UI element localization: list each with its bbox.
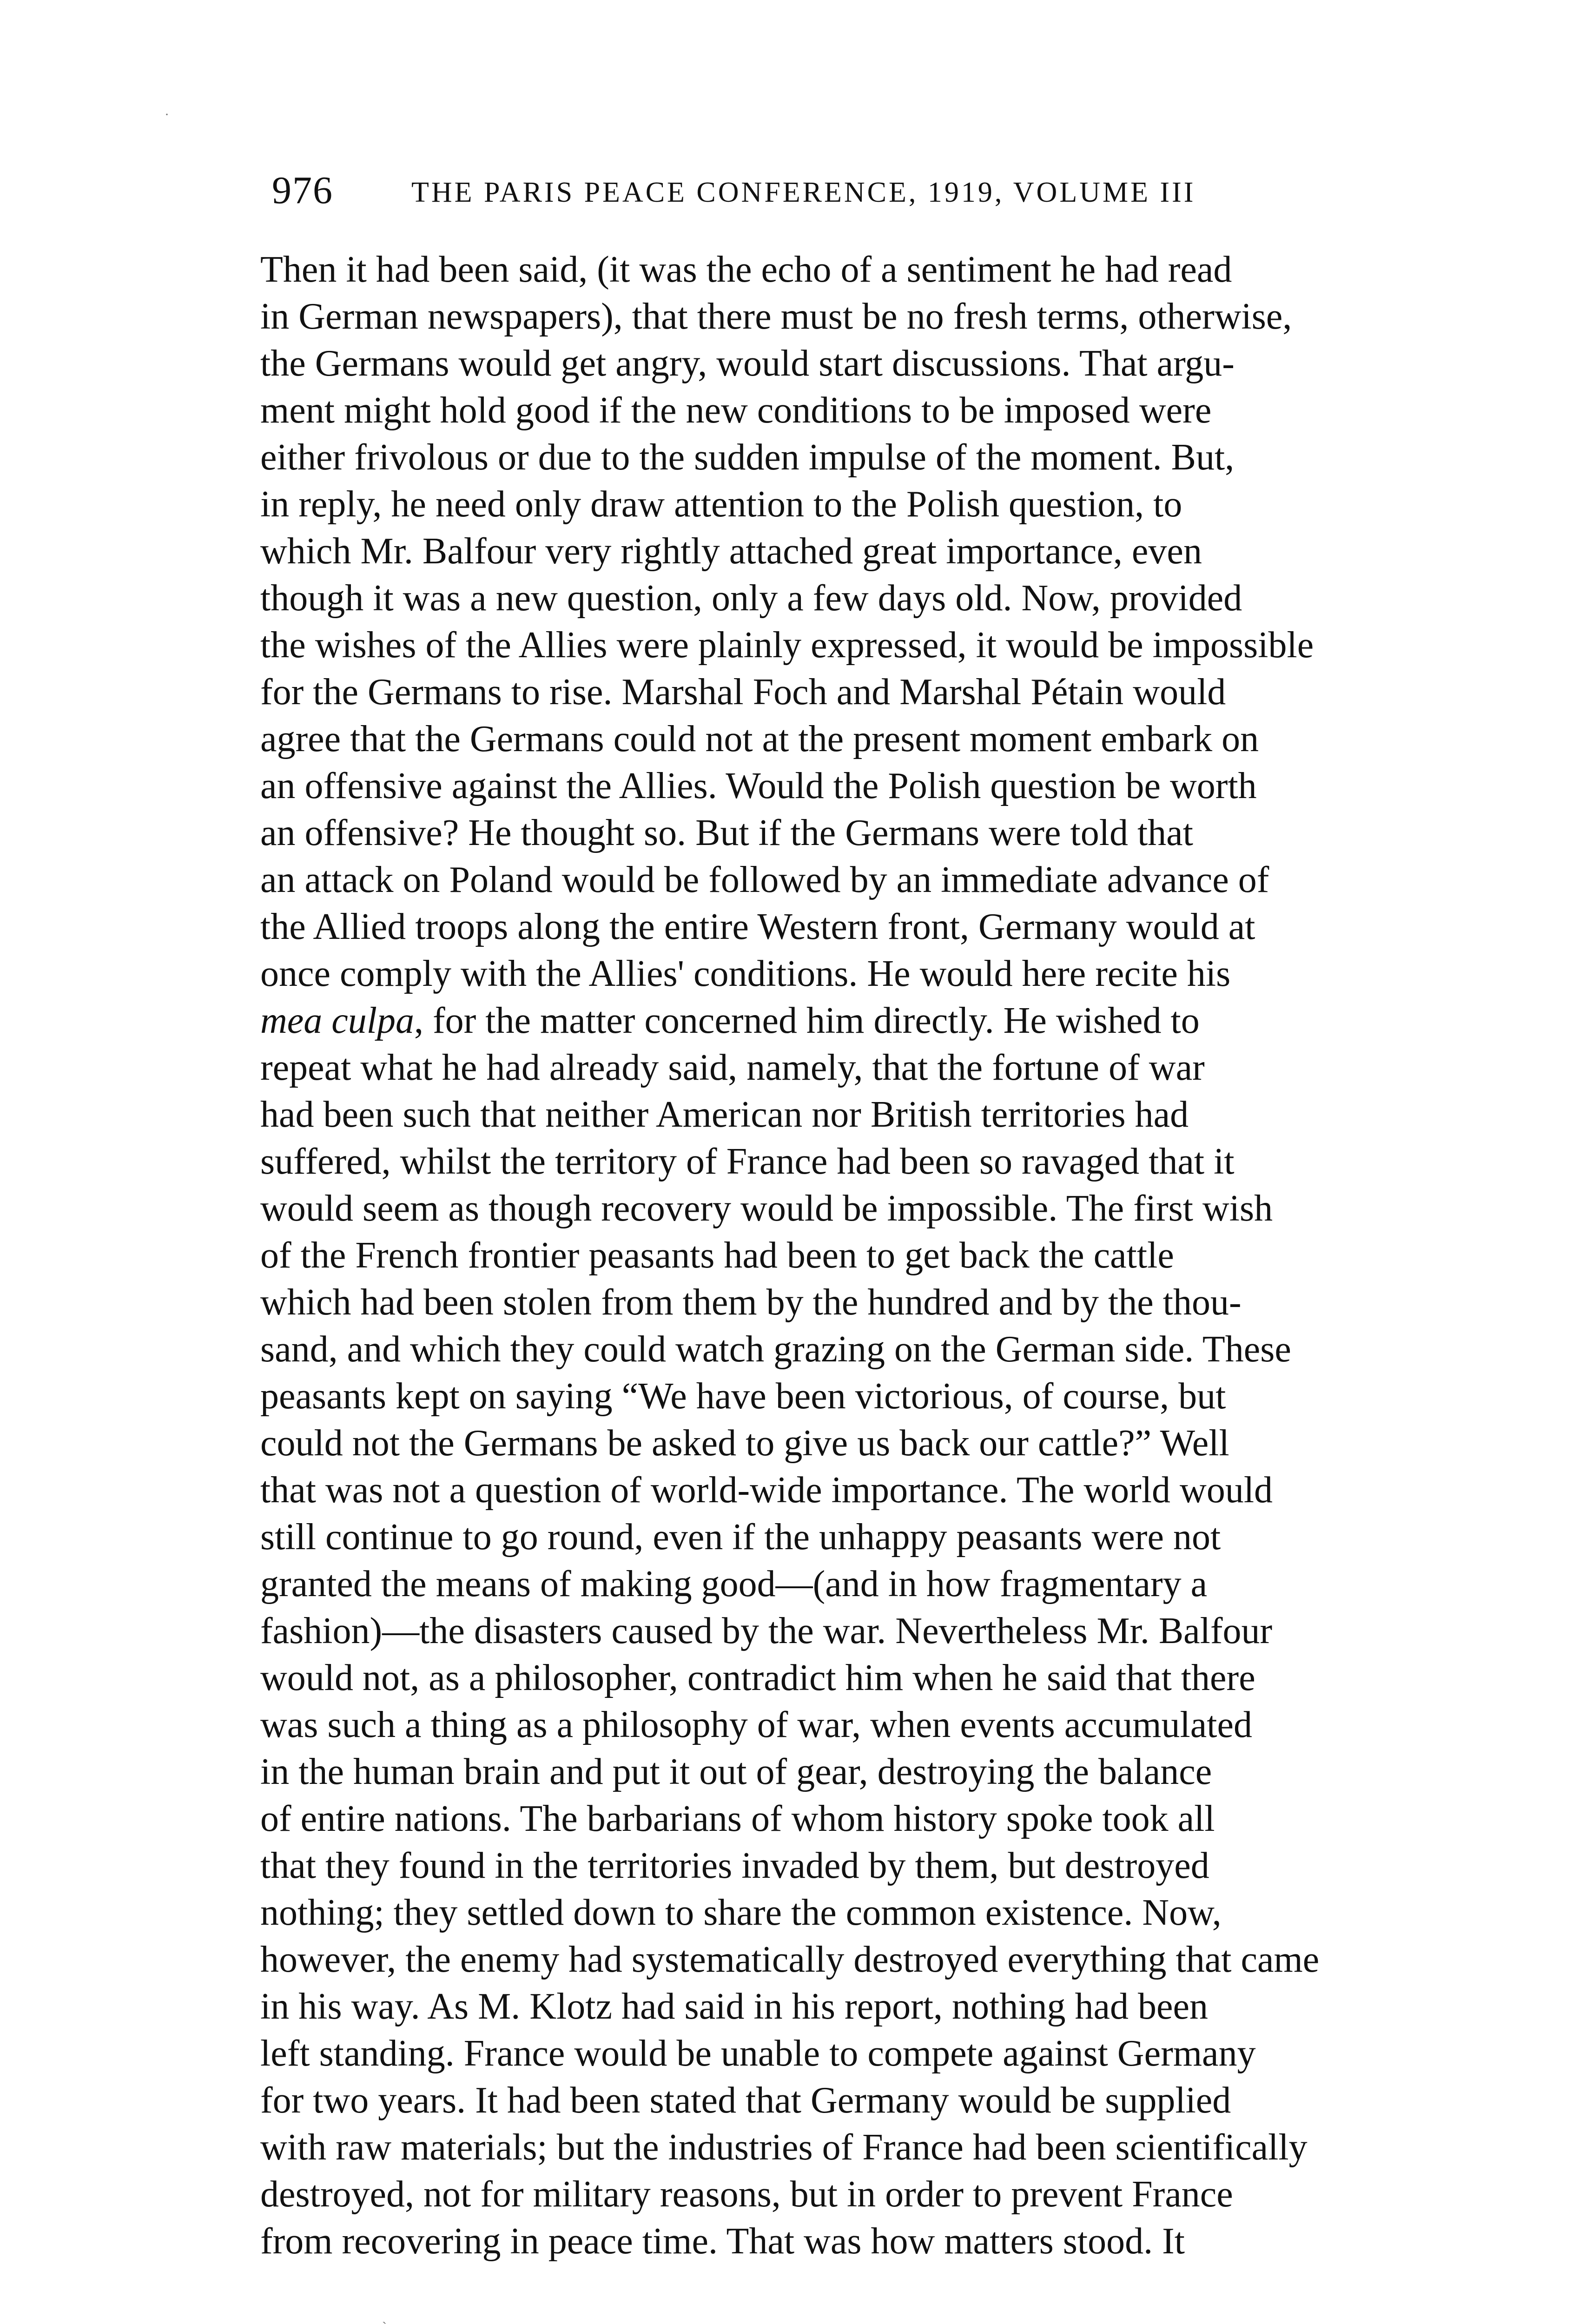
text-line-40-content: for two years. It had been stated that Germany would be supplied xyxy=(260,2080,1231,2121)
body-text xyxy=(260,246,1469,2265)
text-line-03-content: the Germans would get angry, would start discussions. That argu- xyxy=(260,343,1235,384)
text-line-07-content: which Mr. Balfour very rightly attached great importance, even xyxy=(260,531,1202,572)
text-line-11-content: agree that the Germans could not at the present moment embark on xyxy=(260,719,1259,759)
scan-speck: · xyxy=(165,107,169,122)
text-line-36 xyxy=(260,1889,1469,1936)
text-line-24 xyxy=(260,1326,1469,1373)
text-line-17-content xyxy=(260,997,1200,1044)
text-line-27 xyxy=(260,1467,1469,1514)
text-line-20 xyxy=(260,1138,1469,1185)
text-line-06-content: in reply, he need only draw attention to the Polish question, to xyxy=(260,484,1182,525)
text-line-29-content: granted the means of making good—(and in how fragmentary a xyxy=(260,1564,1208,1604)
text-line-17-rest: , for the matter concerned him directly. He wished to xyxy=(414,1000,1200,1041)
text-line-02-content: in German newspapers), that there must be no fresh terms, otherwise, xyxy=(260,296,1292,337)
text-line-26 xyxy=(260,1420,1469,1467)
text-line-27-content: that was not a question of world-wide importance. The world would xyxy=(260,1470,1273,1511)
text-line-14 xyxy=(260,857,1469,904)
text-line-16-content: once comply with the Allies' conditions. He would here recite his xyxy=(260,953,1231,994)
text-line-02 xyxy=(260,293,1469,340)
text-line-25 xyxy=(260,1373,1469,1420)
text-line-09 xyxy=(260,622,1469,669)
text-line-09-content: the wishes of the Allies were plainly expressed, it would be impossible xyxy=(260,625,1314,666)
text-line-16 xyxy=(260,951,1469,997)
text-line-41-content: with raw materials; but the industries of France had been scientifically xyxy=(260,2127,1308,2168)
text-line-39-content: left standing. France would be unable to compete against Germany xyxy=(260,2033,1256,2074)
text-line-20-content: suffered, whilst the territory of France had been so ravaged that it xyxy=(260,1141,1235,1182)
text-line-33 xyxy=(260,1749,1469,1796)
text-line-12 xyxy=(260,763,1469,810)
text-line-35 xyxy=(260,1842,1469,1889)
text-line-42-content: destroyed, not for military reasons, but in order to prevent France xyxy=(260,2174,1233,2215)
text-line-12-content: an offensive against the Allies. Would the Polish question be worth xyxy=(260,766,1257,806)
text-line-07 xyxy=(260,528,1469,575)
text-line-10-content: for the Germans to rise. Marshal Foch and Marshal Pétain would xyxy=(260,672,1226,713)
text-line-01-content: Then it had been said, (it was the echo of a sentiment he had read xyxy=(260,249,1232,290)
text-line-36-content: nothing; they settled down to share the common existence. Now, xyxy=(260,1892,1222,1933)
text-line-31 xyxy=(260,1655,1469,1702)
text-line-42 xyxy=(260,2171,1469,2218)
text-line-15-content: the Allied troops along the entire Western front, Germany would at xyxy=(260,906,1255,947)
text-line-23 xyxy=(260,1279,1469,1326)
text-line-30 xyxy=(260,1608,1469,1655)
text-line-34-content: of entire nations. The barbarians of whom history spoke took all xyxy=(260,1798,1215,1839)
text-line-13 xyxy=(260,810,1469,857)
text-line-38-content: in his way. As M. Klotz had said in his report, nothing had been xyxy=(260,1986,1208,2027)
text-line-11 xyxy=(260,716,1469,763)
italic-phrase-mea-culpa: mea culpa xyxy=(260,1000,415,1041)
text-line-13-content: an offensive? He thought so. But if the Germans were told that xyxy=(260,812,1193,853)
text-line-05-content: either frivolous or due to the sudden impulse of the moment. But, xyxy=(260,437,1235,478)
text-line-24-content: sand, and which they could watch grazing on the German side. These xyxy=(260,1329,1291,1370)
text-line-04-content: ment might hold good if the new conditions to be imposed were xyxy=(260,390,1212,431)
text-line-41 xyxy=(260,2124,1469,2171)
text-line-38 xyxy=(260,1983,1469,2030)
text-line-08 xyxy=(260,575,1469,622)
text-line-26-content: could not the Germans be asked to give us back our cattle?” Well xyxy=(260,1423,1229,1464)
text-line-32-content: was such a thing as a philosophy of war, when events accumulated xyxy=(260,1704,1252,1745)
text-line-35-content: that they found in the territories invaded by them, but destroyed xyxy=(260,1845,1209,1886)
text-line-43 xyxy=(260,2218,1469,2265)
text-line-18 xyxy=(260,1044,1469,1091)
text-line-28-content: still continue to go round, even if the unhappy peasants were not xyxy=(260,1517,1221,1558)
text-line-39 xyxy=(260,2030,1469,2077)
text-line-25-content: peasants kept on saying “We have been victorious, of course, but xyxy=(260,1376,1226,1417)
text-line-06 xyxy=(260,481,1469,528)
text-line-03 xyxy=(260,340,1469,387)
page-header xyxy=(272,167,1397,218)
text-line-19-content: had been such that neither American nor British territories had xyxy=(260,1094,1189,1135)
text-line-28 xyxy=(260,1514,1469,1561)
text-line-31-content: would not, as a philosopher, contradict him when he said that there xyxy=(260,1657,1255,1698)
text-line-05 xyxy=(260,434,1469,481)
text-line-34 xyxy=(260,1796,1469,1842)
text-line-01 xyxy=(260,246,1469,293)
text-line-21-content: would seem as though recovery would be impossible. The first wish xyxy=(260,1188,1273,1229)
text-line-40 xyxy=(260,2077,1469,2124)
text-line-10 xyxy=(260,669,1469,716)
running-head: THE PARIS PEACE CONFERENCE, 1919, VOLUME III xyxy=(411,177,1196,208)
text-line-19 xyxy=(260,1091,1469,1138)
text-line-43-content: from recovering in peace time. That was how matters stood. It xyxy=(260,2221,1185,2262)
page-number: 976 xyxy=(272,169,333,212)
text-line-30-content: fashion)—the disasters caused by the war. Nevertheless Mr. Balfour xyxy=(260,1611,1273,1651)
text-line-32 xyxy=(260,1702,1469,1749)
scan-speck xyxy=(382,2319,387,2324)
text-line-23-content: which had been stolen from them by the hundred and by the thou- xyxy=(260,1282,1242,1323)
text-line-22-content: of the French frontier peasants had been to get back the cattle xyxy=(260,1235,1174,1276)
text-line-21 xyxy=(260,1185,1469,1232)
text-line-22 xyxy=(260,1232,1469,1279)
text-line-18-content: repeat what he had already said, namely, that the fortune of war xyxy=(260,1047,1205,1088)
text-line-37-content: however, the enemy had systematically destroyed everything that came xyxy=(260,1939,1320,1980)
text-line-15 xyxy=(260,904,1469,951)
text-line-37 xyxy=(260,1936,1469,1983)
text-line-29 xyxy=(260,1561,1469,1608)
text-line-04 xyxy=(260,387,1469,434)
text-line-08-content: though it was a new question, only a few days old. Now, provided xyxy=(260,578,1242,619)
text-line-14-content: an attack on Poland would be followed by an immediate advance of xyxy=(260,859,1269,900)
text-line-17 xyxy=(260,997,1469,1044)
text-line-33-content: in the human brain and put it out of gear, destroying the balance xyxy=(260,1751,1212,1792)
